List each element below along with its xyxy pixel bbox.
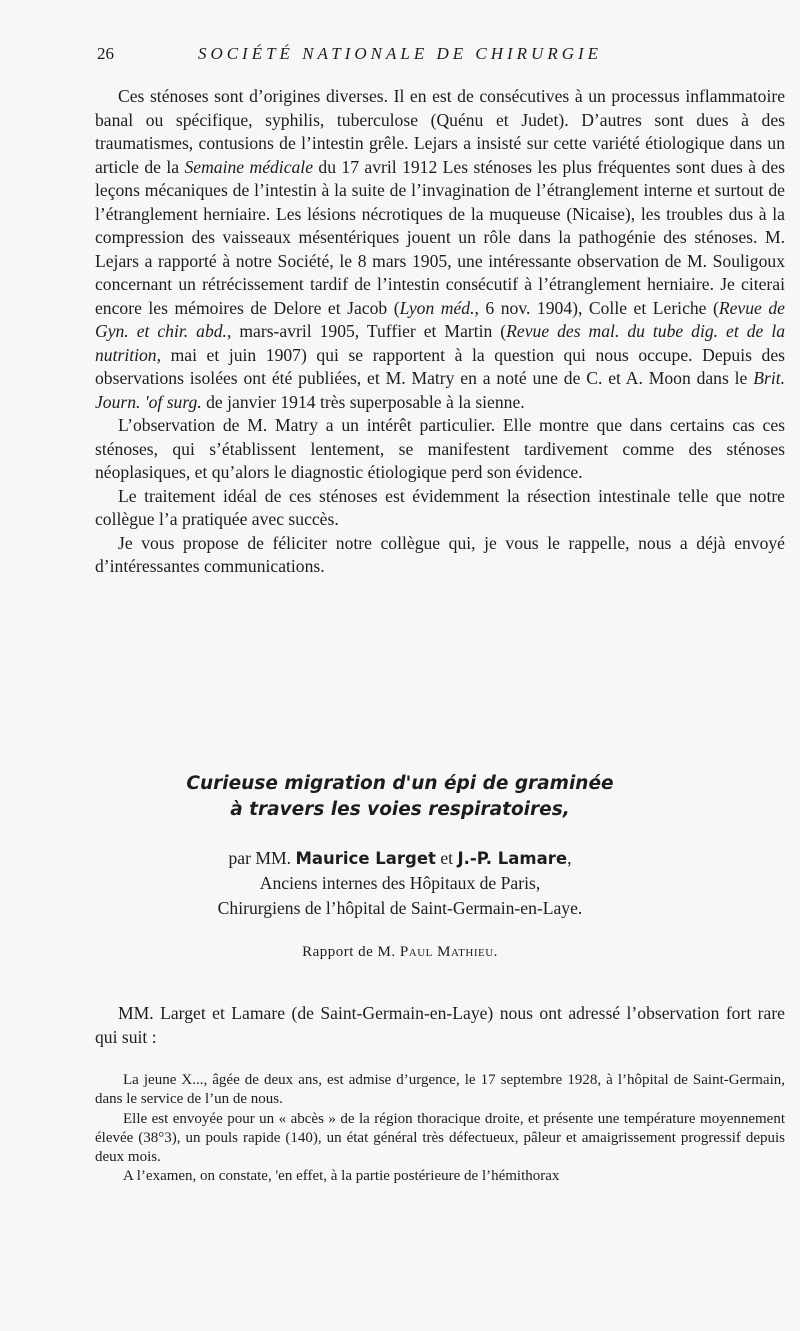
observation-paragraph-1: La jeune X..., âgée de deux ans, est admise d’urgence, le 17 septembre 1928, à l’hôpital de Saint-Germain, dans le service de l’un de nous. [95, 1072, 785, 1108]
text-run: Ces sténoses sont d’origines diverses. Il en est de consécutives à un processus inflammatoire banal ou spécifique, syphilis, tuberculose (Quénu et Judet). D’autres sont dues à des traumatismes, contusions de l’intestin grêle. Lejars a insisté sur cette variété étiologique dans un article de la [95, 86, 785, 177]
article-intro [95, 1002, 785, 1049]
observation-paragraph-2: Elle est envoyée pour un « abcès » de la région thoracique droite, et présente une température moyennement élevée (38°3), un pouls rapide (140), un état général très défectueux, pâleur et amaigrissement progressif depuis deux mois. [95, 1110, 785, 1166]
author-lamare: J.-P. Lamare [457, 849, 568, 868]
text-run: de janvier 1914 très superposable à la sienne. [201, 391, 525, 412]
rapporteur-name: Paul Mathieu [399, 944, 494, 960]
running-title: SOCIÉTÉ NATIONALE DE CHIRURGIE [197, 44, 603, 63]
page-header [0, 42, 800, 72]
authors-line: par MM. Maurice Larget et J.-P. Lamare, [228, 848, 572, 868]
paragraph-stenoses-origins [95, 85, 785, 414]
article-title [0, 771, 800, 823]
citation-italic: Brit. Journ. 'of surg. [95, 368, 785, 412]
text-run: du 17 avril 1912 Les sténoses les plus fréquentes sont dues à des leçons mécaniques de l’intestin à la suite de l’invagination de l’étranglement interne et surtout de l’étranglement herniaire. Les lésions nécrotiques de la muqueuse (Nicaise), les troubles dus à la compression des vaisseaux mésentériques jouent un rôle dans la pathogénie des sténoses. M. Lejars a rapporté à notre Société, le 8 mars 1905, une intéressante observation de M. Souligoux concernant un rétrécissement tardif de l’intestin consécutif à l’étranglement herniaire. Je citerai encore les mémoires de Delore et Jacob ( [95, 156, 785, 318]
text-run: , mars-avril 1905, Tuffier et Martin ( [226, 321, 507, 341]
paragraph-intro: MM. Larget et Lamare (de Saint-Germain-en-Laye) nous ont adressé l’observation fort rare qui suit : [95, 1003, 785, 1047]
affiliation-1: Anciens internes des Hôpitaux de Paris, [259, 873, 541, 893]
citation-italic: Revue des mal. du tube dig. et de la nutrition, [95, 321, 785, 365]
author-larget: Maurice Larget [295, 849, 436, 868]
page-number: 26 [97, 44, 114, 63]
citation-italic: Lyon méd. [399, 297, 475, 318]
text-run: , 6 nov. 1904), Colle et Leriche ( [474, 297, 719, 318]
paragraph-treatment: Le traitement idéal de ces sténoses est évidemment la résection intestinale telle que notre collègue l’a pratiquée avec succès. [95, 485, 785, 529]
citation-italic: Semaine médicale [184, 156, 313, 177]
authors-block [0, 846, 800, 921]
article-title-line-1: Curieuse migration d'un épi de graminée [186, 773, 614, 794]
affiliation-2: Chirurgiens de l’hôpital de Saint-Germain-en-Laye. [217, 898, 583, 918]
text-run: mai et juin 1907) qui se rapportent à la question qui nous occupe. Depuis des observations isolées ont été publiées, et M. Matry en a noté une de C. et A. Moon dans le [95, 344, 785, 388]
article-title-line-2: à travers les voies respiratoires, [230, 799, 570, 820]
paragraph-matry-observation: L’observation de M. Matry a un intérêt particulier. Elle montre que dans certains cas ces sténoses, qui s’établissent lentement, se manifestent tardivement comme des sténoses néoplasiques, et qu’alors le diagnostic étiologique perd son évidence. [95, 415, 785, 482]
rapporteur-line: Rapport de M. Paul Mathieu. [302, 944, 498, 960]
observation-paragraph-3: A l’examen, on constate, 'en effet, à la partie postérieure de l’hémithorax [123, 1168, 560, 1185]
citation-italic: Revue de Gyn. et chir. abd. [95, 297, 785, 341]
observation-text [95, 1071, 785, 1187]
paragraph-congratulate: Je vous propose de féliciter notre collègue qui, je vous le rappelle, nous a déjà envoyé d’intéressantes communications. [95, 532, 785, 576]
report-conclusion [95, 85, 785, 579]
